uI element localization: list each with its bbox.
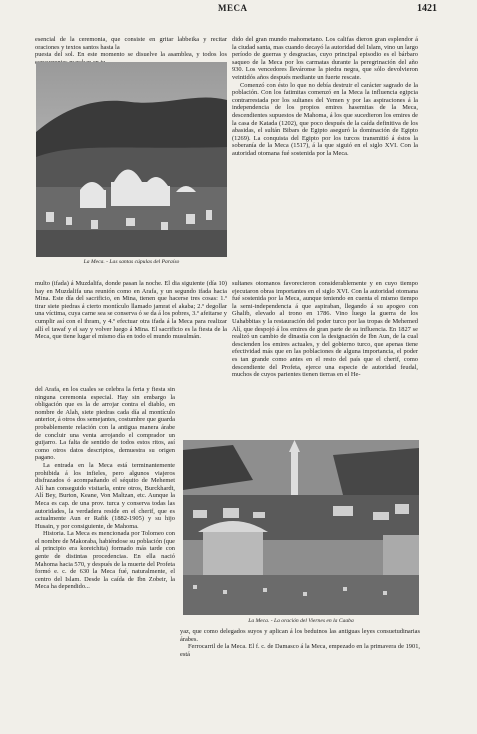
paragraph: puesta del sol. En este momento se disuelve la asamblea, y todos los [35,51,227,59]
paragraph: Ferrocarril de la Meca. El f. c. de Damasco á la Meca, empezado en la primavera de 1901, está [180,643,420,658]
lower-right-text [180,628,420,724]
lower-left-text [35,386,175,724]
photo-kaaba-prayer-image [183,440,419,615]
paragraph: multo (ifada) á Muzdalifa, donde pasan la noche. El dia siguiente (día 10) hay en Muzdalifa una reunión como en Arafa, y un segundo ifada hacia Mina. Este día del sacrificio, en Mina, tienen que hacerse tres cosas: 1.º tirar siete piedras á cierto montículo llamado jamrat el akaba; 2.º degollar una víctima, cuya carne sea se conserva ó se da á los pobres, 3.º afeitarse y cumplir así con el ihram, y 4.º efectuar otra ifada á la Meca para realizar allí el tawaf y el say y volver luego á Mina. El sacrificio es la fiesta de la Meca, que tiene lugar el mismo día en todo el mundo musulmán. [35,280,227,341]
mid-right-text [232,280,418,384]
top-left-text [35,36,227,59]
top-right-text [232,36,418,276]
page-number: 1421 [417,3,437,14]
paragraph: yaz, que como delegados suyos y aplican á los beduinos las antiguas leyes consuetudinarias árabes. [180,628,420,643]
photo-kaaba-prayer [183,440,419,615]
paragraph: Comenzó con ésto lo que no debía destruir el carácter sagrado de la población. Con los fatimitas comenzó en la Meca la influencia egipcia contrarrestada por los sultanes del Yemen y por las aspiraciones á la independencia de los propios emires hasemitas de la Meca, descendientes supuestos de Mahoma, á los que sucedieron los emires de la casa de Katada (1202), que poco después de la caída definitiva de los abasidas, el sultán Bibars de Egipto aseguró la dominación de Egipto (1269). La conquista del Egipto por los turcos transmitió á éstos la soberanía de la Meca (1517), á la que siguió en el siglo XVI. Con la autoridad otomana fué sostenida por la Meca. [232,81,418,157]
running-title: MECA [218,3,248,13]
paragraph: esencial de la ceremonia, que consiste en gritar labbeika y recitar oraciones y textos santos hasta la [35,36,227,51]
photo-cemetery-domes [36,62,227,257]
photo-cemetery-domes-image [36,62,227,257]
paragraph: sultanes otomanos favorecieron considerablemente y en cuyo tiempo ejecutaron obras importantes en el siglo XVI. Con la autoridad otomana fué sostenida por la Meca, aunque teniendo en cuenta el mismo tiempo la semi-independencia á que aspiraban, llegando á su apogeo con Ghalib, elevado al trono en 1786. Vino luego la guerra de los Uahabbitas y la restauración del poder turco por las tropas de Mehemed Alí, que despojó á los emires de gran parte de su influencia. En 1827 se realizó un cambio de dinastía con la designación de Ibn Aun, de la cual descienden los emires actuales, y del gobierno turco, que apenas tiene efectividad más que en las poblaciones de alguna importancia, el poder es tan grande como antes en el resto del país que el cherif, como descendiente del Profeta, ejerce una especie de autoridad feudal, muchos de cuyos parientes tienen tierras en el He- [232,280,418,379]
mid-left-text [35,280,227,384]
paragraph: Historia. La Meca es mencionada por Tolomeo con el nombre de Makoraba, habiéndose su población (que al principio era koreichita) formado más tarde con gente de distintas procedencias. En ella nació Mahoma hacia 570, y después de la muerte del Profeta formó e. c. de 630 la Meca fué, naturalmente, el centro del Islam. Desde la caída de Ibn Zobeir, la Meca ha dependido... [35,530,175,591]
paragraph: dido del gran mundo mahometano. Los califas dieron gran esplendor á la ciudad santa, mas cuando decayó la autoridad del Islam, vino un largo período de guerras y desgracias, cuyo principal episodio es el bárbaro saqueo de la Meca por los carmatas durante la peregrinación del año 930. Los vencedores lleváronse la piedra negra, que sólo devolvieron veintidós años después mediante un fuerte rescate. [232,36,418,81]
page-header [0,3,477,17]
paragraph: La entrada en la Meca está terminantemente prohibida á los infieles, pero algunos viajeros disfrazados ó acompañando el séquito de Mehemet Alí han conseguido visitarla, entre otros, Burckhardt, Alí Bey, Burton, Keane, Von Maltzan, etc. Aunque la Meca es cap. de una prov. turca y conserva todas las autoridades, la verdadera reside en el cherif, que es actualmente Aun er Rafik (1882-1905) y su hijo Husain, y por consiguiente, de Mahoma. [35,461,175,530]
photo-caption: La Meca. - La oración del Viernes en la Caaba [248,618,354,624]
photo-caption: La Meca. - Las santas cúpulas del Paraíso [83,259,180,265]
paragraph: del Arafa, en los cuales se celebra la feria y fiesta sin ninguna ceremonia especial. Hay sin embargo la obligación que es la de arrojar contra el diablo, en nombre de Alah, siete piedras cada día al montículo anterior, á otros dos semejantes, costumbre que guarda probablemente relación con la antigua manera árabe de concluir una venta arrojando el comprador un guijarro. La falta de sentido de todos estos ritos, así como otros datos descriptos, demuestra su origen pagano. [35,386,175,462]
